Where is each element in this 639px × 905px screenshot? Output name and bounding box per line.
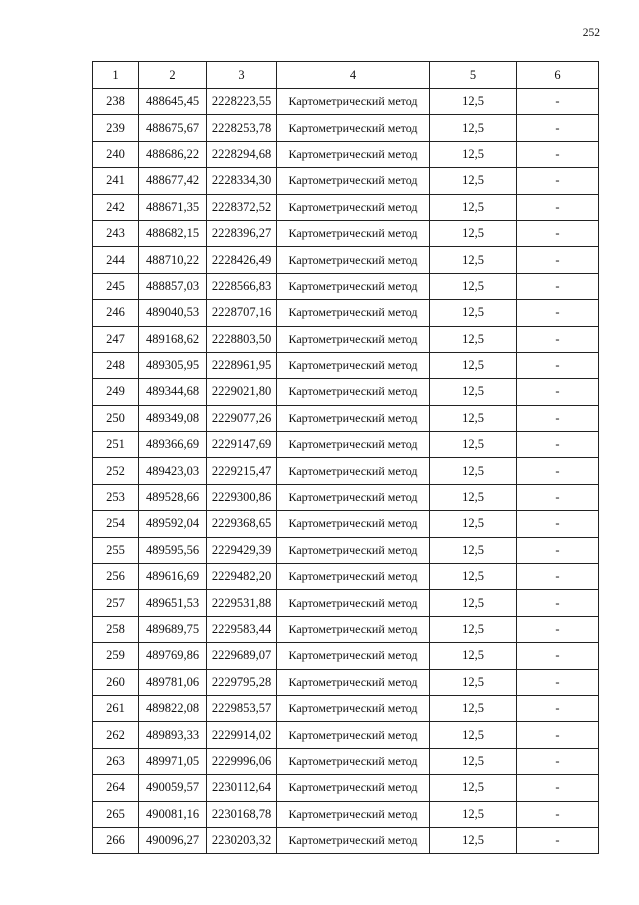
description-cell: - <box>517 89 599 115</box>
method-cell: Картометрический метод <box>277 247 430 273</box>
method-cell: Картометрический метод <box>277 827 430 853</box>
accuracy-cell: 12,5 <box>430 590 517 616</box>
x-coordinate-cell: 489822,08 <box>139 695 207 721</box>
x-coordinate-cell: 490096,27 <box>139 827 207 853</box>
x-coordinate-cell: 489040,53 <box>139 300 207 326</box>
x-coordinate-cell: 488677,42 <box>139 168 207 194</box>
method-cell: Картометрический метод <box>277 590 430 616</box>
method-cell: Картометрический метод <box>277 669 430 695</box>
accuracy-cell: 12,5 <box>430 695 517 721</box>
point-number-cell: 266 <box>93 827 139 853</box>
method-cell: Картометрический метод <box>277 643 430 669</box>
table-body <box>93 89 599 854</box>
description-cell: - <box>517 590 599 616</box>
point-number-cell: 264 <box>93 775 139 801</box>
x-coordinate-cell: 488671,35 <box>139 194 207 220</box>
description-cell: - <box>517 827 599 853</box>
x-coordinate-cell: 489305,95 <box>139 352 207 378</box>
accuracy-cell: 12,5 <box>430 616 517 642</box>
table-row <box>93 273 599 299</box>
table-row <box>93 537 599 563</box>
description-cell: - <box>517 168 599 194</box>
table-row <box>93 115 599 141</box>
table-row <box>93 194 599 220</box>
point-number-cell: 261 <box>93 695 139 721</box>
point-number-cell: 263 <box>93 748 139 774</box>
table-row <box>93 669 599 695</box>
y-coordinate-cell: 2229300,86 <box>207 484 277 510</box>
y-coordinate-cell: 2229583,44 <box>207 616 277 642</box>
y-coordinate-cell: 2228253,78 <box>207 115 277 141</box>
description-cell: - <box>517 352 599 378</box>
description-cell: - <box>517 405 599 431</box>
point-number-cell: 262 <box>93 722 139 748</box>
x-coordinate-cell: 489781,06 <box>139 669 207 695</box>
description-cell: - <box>517 247 599 273</box>
method-cell: Картометрический метод <box>277 352 430 378</box>
accuracy-cell: 12,5 <box>430 484 517 510</box>
description-cell: - <box>517 564 599 590</box>
header-row <box>93 62 599 89</box>
table-row <box>93 326 599 352</box>
accuracy-cell: 12,5 <box>430 326 517 352</box>
table-row <box>93 616 599 642</box>
table-row <box>93 247 599 273</box>
x-coordinate-cell: 489893,33 <box>139 722 207 748</box>
x-coordinate-cell: 488682,15 <box>139 220 207 246</box>
description-cell: - <box>517 194 599 220</box>
method-cell: Картометрический метод <box>277 405 430 431</box>
point-number-cell: 245 <box>93 273 139 299</box>
table-row <box>93 352 599 378</box>
description-cell: - <box>517 537 599 563</box>
method-cell: Картометрический метод <box>277 326 430 352</box>
page-number: 252 <box>582 27 600 39</box>
y-coordinate-cell: 2228707,16 <box>207 300 277 326</box>
column-header: 4 <box>277 62 430 89</box>
accuracy-cell: 12,5 <box>430 511 517 537</box>
x-coordinate-cell: 490081,16 <box>139 801 207 827</box>
table-row <box>93 564 599 590</box>
method-cell: Картометрический метод <box>277 168 430 194</box>
point-number-cell: 247 <box>93 326 139 352</box>
method-cell: Картометрический метод <box>277 220 430 246</box>
y-coordinate-cell: 2229429,39 <box>207 537 277 563</box>
table-row <box>93 695 599 721</box>
y-coordinate-cell: 2228396,27 <box>207 220 277 246</box>
description-cell: - <box>517 432 599 458</box>
table-row <box>93 300 599 326</box>
description-cell: - <box>517 220 599 246</box>
table-row <box>93 775 599 801</box>
table-row <box>93 590 599 616</box>
point-number-cell: 240 <box>93 141 139 167</box>
accuracy-cell: 12,5 <box>430 827 517 853</box>
y-coordinate-cell: 2229368,65 <box>207 511 277 537</box>
table-row <box>93 168 599 194</box>
description-cell: - <box>517 458 599 484</box>
accuracy-cell: 12,5 <box>430 458 517 484</box>
point-number-cell: 241 <box>93 168 139 194</box>
accuracy-cell: 12,5 <box>430 168 517 194</box>
x-coordinate-cell: 489769,86 <box>139 643 207 669</box>
y-coordinate-cell: 2229914,02 <box>207 722 277 748</box>
description-cell: - <box>517 643 599 669</box>
y-coordinate-cell: 2228961,95 <box>207 352 277 378</box>
x-coordinate-cell: 489595,56 <box>139 537 207 563</box>
y-coordinate-cell: 2229077,26 <box>207 405 277 431</box>
accuracy-cell: 12,5 <box>430 537 517 563</box>
method-cell: Картометрический метод <box>277 89 430 115</box>
x-coordinate-cell: 489168,62 <box>139 326 207 352</box>
point-number-cell: 255 <box>93 537 139 563</box>
point-number-cell: 251 <box>93 432 139 458</box>
x-coordinate-cell: 489366,69 <box>139 432 207 458</box>
y-coordinate-cell: 2229853,57 <box>207 695 277 721</box>
accuracy-cell: 12,5 <box>430 643 517 669</box>
accuracy-cell: 12,5 <box>430 247 517 273</box>
y-coordinate-cell: 2229215,47 <box>207 458 277 484</box>
y-coordinate-cell: 2228223,55 <box>207 89 277 115</box>
description-cell: - <box>517 695 599 721</box>
y-coordinate-cell: 2229689,07 <box>207 643 277 669</box>
method-cell: Картометрический метод <box>277 616 430 642</box>
method-cell: Картометрический метод <box>277 379 430 405</box>
accuracy-cell: 12,5 <box>430 273 517 299</box>
column-header: 1 <box>93 62 139 89</box>
method-cell: Картометрический метод <box>277 115 430 141</box>
table-row <box>93 220 599 246</box>
description-cell: - <box>517 801 599 827</box>
table-row <box>93 827 599 853</box>
table-row <box>93 484 599 510</box>
description-cell: - <box>517 616 599 642</box>
table-row <box>93 89 599 115</box>
x-coordinate-cell: 488645,45 <box>139 89 207 115</box>
x-coordinate-cell: 489651,53 <box>139 590 207 616</box>
y-coordinate-cell: 2230168,78 <box>207 801 277 827</box>
y-coordinate-cell: 2228426,49 <box>207 247 277 273</box>
table-row <box>93 432 599 458</box>
method-cell: Картометрический метод <box>277 801 430 827</box>
accuracy-cell: 12,5 <box>430 379 517 405</box>
accuracy-cell: 12,5 <box>430 775 517 801</box>
method-cell: Картометрический метод <box>277 141 430 167</box>
method-cell: Картометрический метод <box>277 458 430 484</box>
y-coordinate-cell: 2228372,52 <box>207 194 277 220</box>
description-cell: - <box>517 511 599 537</box>
accuracy-cell: 12,5 <box>430 89 517 115</box>
x-coordinate-cell: 488710,22 <box>139 247 207 273</box>
method-cell: Картометрический метод <box>277 432 430 458</box>
point-number-cell: 257 <box>93 590 139 616</box>
method-cell: Картометрический метод <box>277 695 430 721</box>
method-cell: Картометрический метод <box>277 511 430 537</box>
x-coordinate-cell: 488675,67 <box>139 115 207 141</box>
point-number-cell: 249 <box>93 379 139 405</box>
y-coordinate-cell: 2229482,20 <box>207 564 277 590</box>
y-coordinate-cell: 2229147,69 <box>207 432 277 458</box>
column-header: 3 <box>207 62 277 89</box>
description-cell: - <box>517 115 599 141</box>
table-row <box>93 801 599 827</box>
x-coordinate-cell: 489592,04 <box>139 511 207 537</box>
point-number-cell: 259 <box>93 643 139 669</box>
accuracy-cell: 12,5 <box>430 564 517 590</box>
column-header: 6 <box>517 62 599 89</box>
point-number-cell: 243 <box>93 220 139 246</box>
y-coordinate-cell: 2230112,64 <box>207 775 277 801</box>
y-coordinate-cell: 2228294,68 <box>207 141 277 167</box>
method-cell: Картометрический метод <box>277 300 430 326</box>
y-coordinate-cell: 2229996,06 <box>207 748 277 774</box>
table-row <box>93 511 599 537</box>
y-coordinate-cell: 2228566,83 <box>207 273 277 299</box>
description-cell: - <box>517 379 599 405</box>
y-coordinate-cell: 2228803,50 <box>207 326 277 352</box>
point-number-cell: 258 <box>93 616 139 642</box>
y-coordinate-cell: 2230203,32 <box>207 827 277 853</box>
table-row <box>93 458 599 484</box>
x-coordinate-cell: 489689,75 <box>139 616 207 642</box>
point-number-cell: 248 <box>93 352 139 378</box>
accuracy-cell: 12,5 <box>430 352 517 378</box>
y-coordinate-cell: 2229021,80 <box>207 379 277 405</box>
point-number-cell: 252 <box>93 458 139 484</box>
description-cell: - <box>517 326 599 352</box>
accuracy-cell: 12,5 <box>430 748 517 774</box>
method-cell: Картометрический метод <box>277 484 430 510</box>
y-coordinate-cell: 2228334,30 <box>207 168 277 194</box>
method-cell: Картометрический метод <box>277 775 430 801</box>
coordinates-table <box>92 61 599 854</box>
x-coordinate-cell: 489349,08 <box>139 405 207 431</box>
x-coordinate-cell: 488857,03 <box>139 273 207 299</box>
method-cell: Картометрический метод <box>277 273 430 299</box>
description-cell: - <box>517 748 599 774</box>
point-number-cell: 260 <box>93 669 139 695</box>
method-cell: Картометрический метод <box>277 537 430 563</box>
method-cell: Картометрический метод <box>277 722 430 748</box>
point-number-cell: 256 <box>93 564 139 590</box>
table-row <box>93 643 599 669</box>
accuracy-cell: 12,5 <box>430 722 517 748</box>
accuracy-cell: 12,5 <box>430 432 517 458</box>
x-coordinate-cell: 489971,05 <box>139 748 207 774</box>
table-row <box>93 722 599 748</box>
method-cell: Картометрический метод <box>277 748 430 774</box>
point-number-cell: 253 <box>93 484 139 510</box>
method-cell: Картометрический метод <box>277 194 430 220</box>
point-number-cell: 239 <box>93 115 139 141</box>
x-coordinate-cell: 489616,69 <box>139 564 207 590</box>
accuracy-cell: 12,5 <box>430 669 517 695</box>
table-row <box>93 141 599 167</box>
column-header: 2 <box>139 62 207 89</box>
accuracy-cell: 12,5 <box>430 115 517 141</box>
description-cell: - <box>517 300 599 326</box>
accuracy-cell: 12,5 <box>430 141 517 167</box>
point-number-cell: 244 <box>93 247 139 273</box>
description-cell: - <box>517 669 599 695</box>
x-coordinate-cell: 489344,68 <box>139 379 207 405</box>
method-cell: Картометрический метод <box>277 564 430 590</box>
x-coordinate-cell: 489528,66 <box>139 484 207 510</box>
description-cell: - <box>517 484 599 510</box>
point-number-cell: 250 <box>93 405 139 431</box>
description-cell: - <box>517 775 599 801</box>
accuracy-cell: 12,5 <box>430 194 517 220</box>
point-number-cell: 242 <box>93 194 139 220</box>
point-number-cell: 254 <box>93 511 139 537</box>
accuracy-cell: 12,5 <box>430 405 517 431</box>
description-cell: - <box>517 141 599 167</box>
x-coordinate-cell: 489423,03 <box>139 458 207 484</box>
x-coordinate-cell: 490059,57 <box>139 775 207 801</box>
y-coordinate-cell: 2229531,88 <box>207 590 277 616</box>
table-row <box>93 405 599 431</box>
description-cell: - <box>517 273 599 299</box>
point-number-cell: 238 <box>93 89 139 115</box>
table-row <box>93 748 599 774</box>
point-number-cell: 265 <box>93 801 139 827</box>
column-header: 5 <box>430 62 517 89</box>
y-coordinate-cell: 2229795,28 <box>207 669 277 695</box>
accuracy-cell: 12,5 <box>430 300 517 326</box>
accuracy-cell: 12,5 <box>430 801 517 827</box>
x-coordinate-cell: 488686,22 <box>139 141 207 167</box>
table-row <box>93 379 599 405</box>
accuracy-cell: 12,5 <box>430 220 517 246</box>
description-cell: - <box>517 722 599 748</box>
point-number-cell: 246 <box>93 300 139 326</box>
